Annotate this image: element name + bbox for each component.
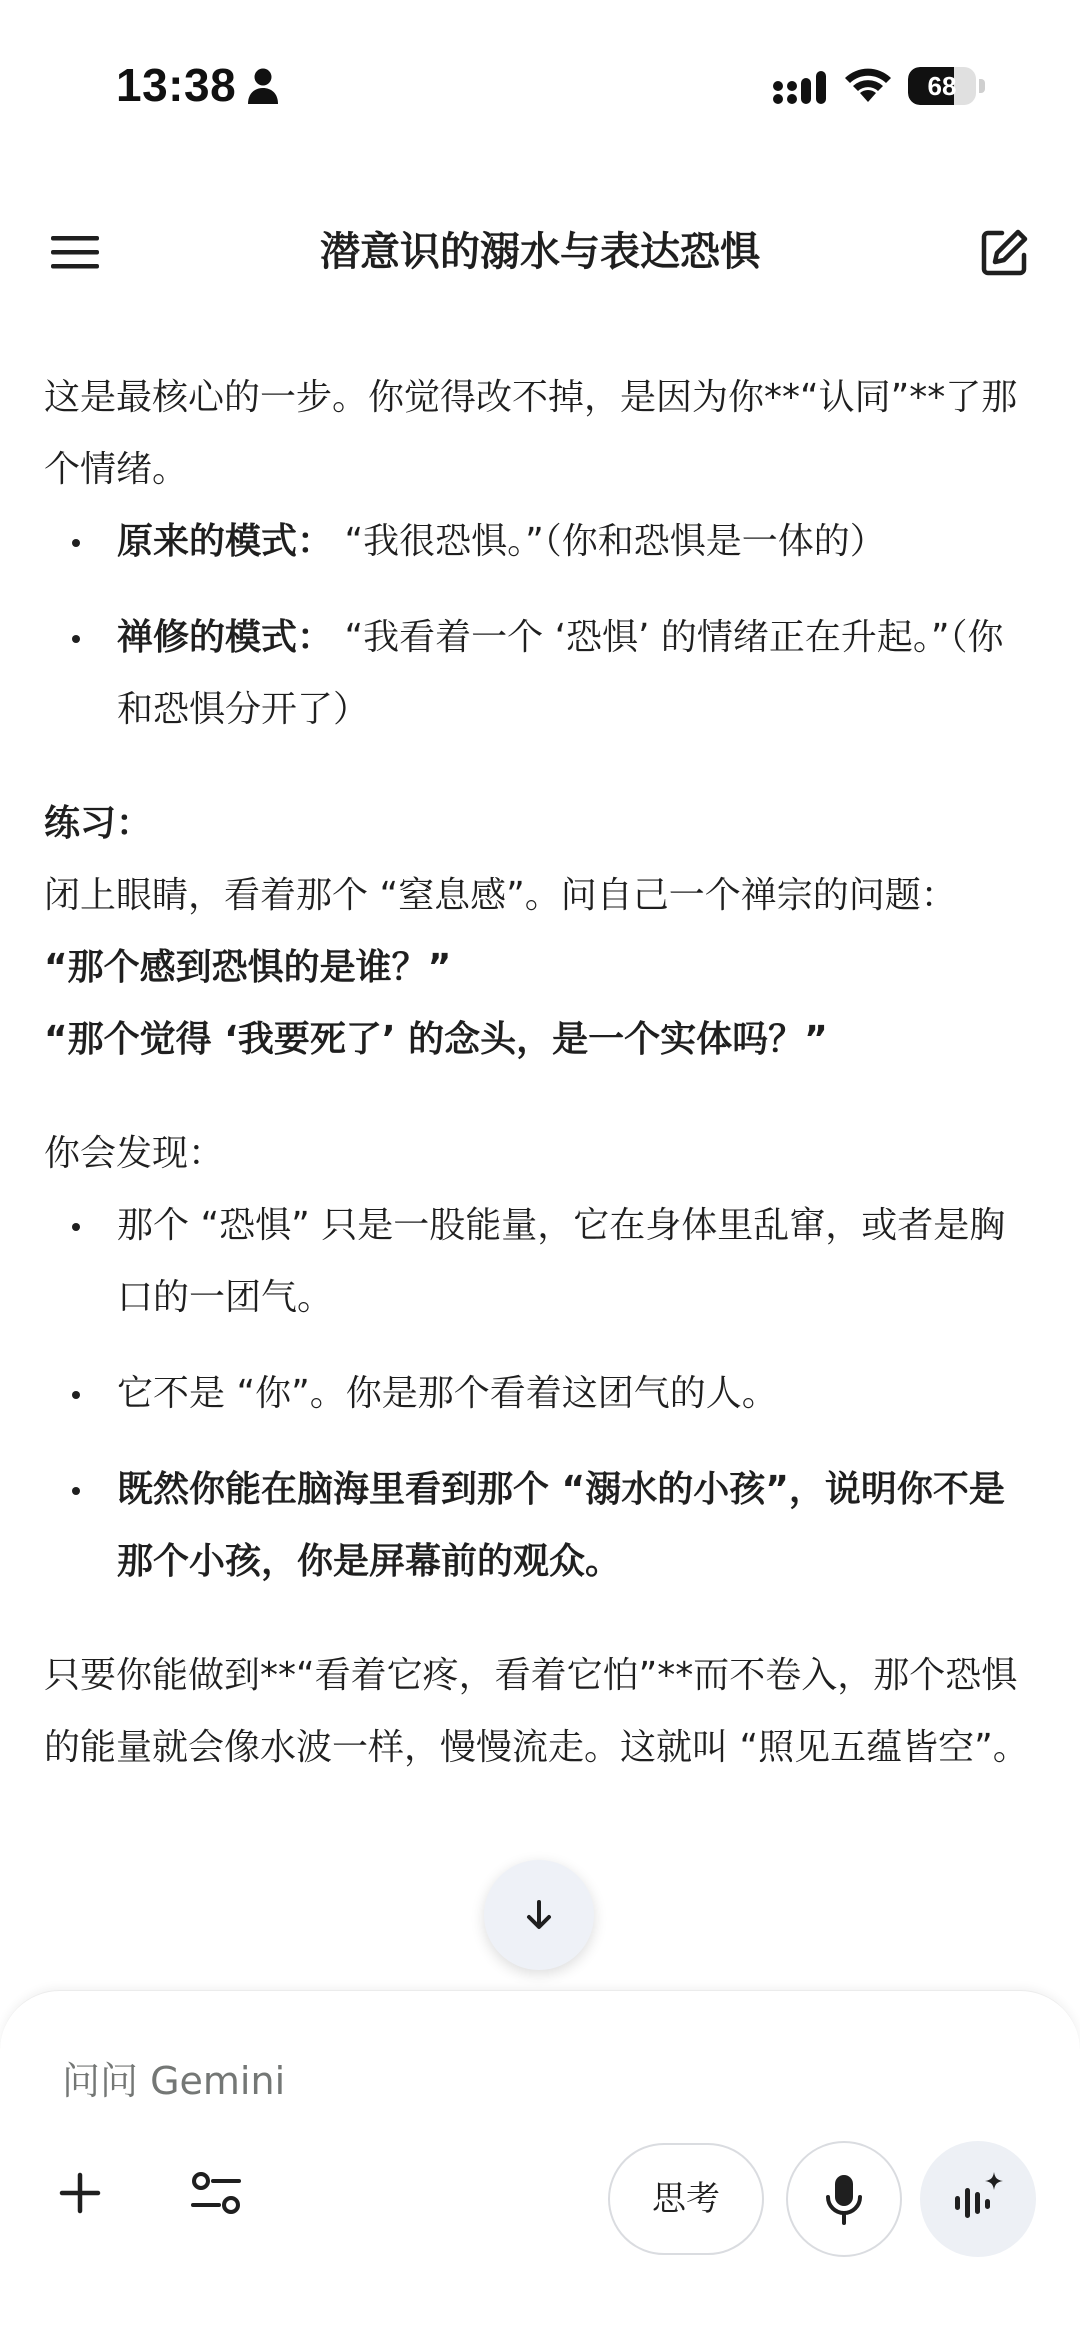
wifi-icon: [842, 64, 894, 106]
bullet-dot: [72, 635, 80, 643]
modes-list: [44, 506, 1034, 746]
status-time: 13:38: [116, 59, 237, 111]
page-title: 潜意识的溺水与表达恐惧: [320, 229, 760, 275]
conclusion-paragraph: 只要你能做到**“看着它疼，看着它怕”**而不卷入，那个恐惧的能量就会像水波一样，慢慢流走。这就叫 “照见五蕴皆空”。: [44, 1655, 1029, 1768]
gemini-live-sparkle-icon: [949, 2170, 1007, 2228]
battery-cap: [979, 79, 985, 93]
think-mode-button[interactable]: 思考: [608, 2143, 764, 2255]
list-item: [44, 1454, 1034, 1598]
gemini-live-button[interactable]: [920, 2141, 1036, 2257]
response-content: [44, 362, 1034, 1784]
question-1: “那个感到恐惧的是谁？”: [44, 947, 452, 988]
discovery-text: 既然你能在脑海里看到那个 “溺水的小孩”，说明你不是那个小孩，你是屏幕前的观众。: [117, 1469, 1005, 1582]
person-icon: [246, 66, 280, 106]
discovery-text: 那个 “恐惧” 只是一股能量，它在身体里乱窜，或者是胸口的一团气。: [117, 1205, 1006, 1318]
mode-label: 禅修的模式：: [117, 617, 334, 658]
microphone-icon: [824, 2172, 864, 2226]
scroll-to-bottom-button[interactable]: [484, 1860, 594, 1970]
mode-label: 原来的模式：: [117, 521, 334, 562]
practice-heading: 练习：: [44, 803, 153, 844]
discovery-text: 它不是 “你”。你是那个看着这团气的人。: [117, 1373, 778, 1414]
arrow-down-icon: [519, 1895, 559, 1935]
list-item: [44, 1358, 1034, 1430]
new-chat-edit-icon: [980, 227, 1030, 277]
bullet-dot: [72, 1223, 80, 1231]
mode-text: “我看着一个 ‘恐惧’ 的情绪正在升起。”（你和恐惧分开了）: [117, 617, 1004, 730]
list-item: [44, 506, 1034, 578]
battery-body: [908, 67, 976, 105]
tools-sliders-icon: [189, 2169, 243, 2217]
bullet-dot: [72, 1487, 80, 1495]
battery-level: 68: [927, 71, 957, 101]
new-chat-button[interactable]: [960, 212, 1050, 292]
menu-button[interactable]: [30, 212, 120, 292]
bullet-dot: [72, 539, 80, 547]
practice-text: 闭上眼睛，看着那个 “窒息感”。问自己一个禅宗的问题：: [44, 875, 957, 916]
app-header: [0, 200, 1080, 304]
discoveries-list: [44, 1190, 1034, 1598]
list-item: [44, 602, 1034, 746]
tools-button[interactable]: [176, 2153, 256, 2233]
battery-indicator: [908, 67, 986, 105]
microphone-button[interactable]: [786, 2141, 902, 2257]
intro-paragraph: 这是最核心的一步。你觉得改不掉，是因为你**“认同”**了那个情绪。: [44, 377, 1018, 490]
plus-icon: [58, 2171, 102, 2215]
bullet-dot: [72, 1391, 80, 1399]
cellular-signal-icon: [772, 68, 830, 108]
discover-heading: 你会发现：: [44, 1133, 225, 1174]
prompt-input[interactable]: 问问 Gemini: [62, 2059, 286, 2103]
list-item: [44, 1190, 1034, 1334]
add-attachment-button[interactable]: [40, 2153, 120, 2233]
question-2: “那个觉得 ‘我要死了’ 的念头，是一个实体吗？”: [44, 1019, 828, 1060]
mode-text: “我很恐惧。”（你和恐惧是一体的）: [344, 521, 886, 562]
status-bar: [0, 0, 1080, 170]
hamburger-menu-icon: [49, 232, 101, 272]
prompt-panel: [0, 1990, 1080, 2349]
